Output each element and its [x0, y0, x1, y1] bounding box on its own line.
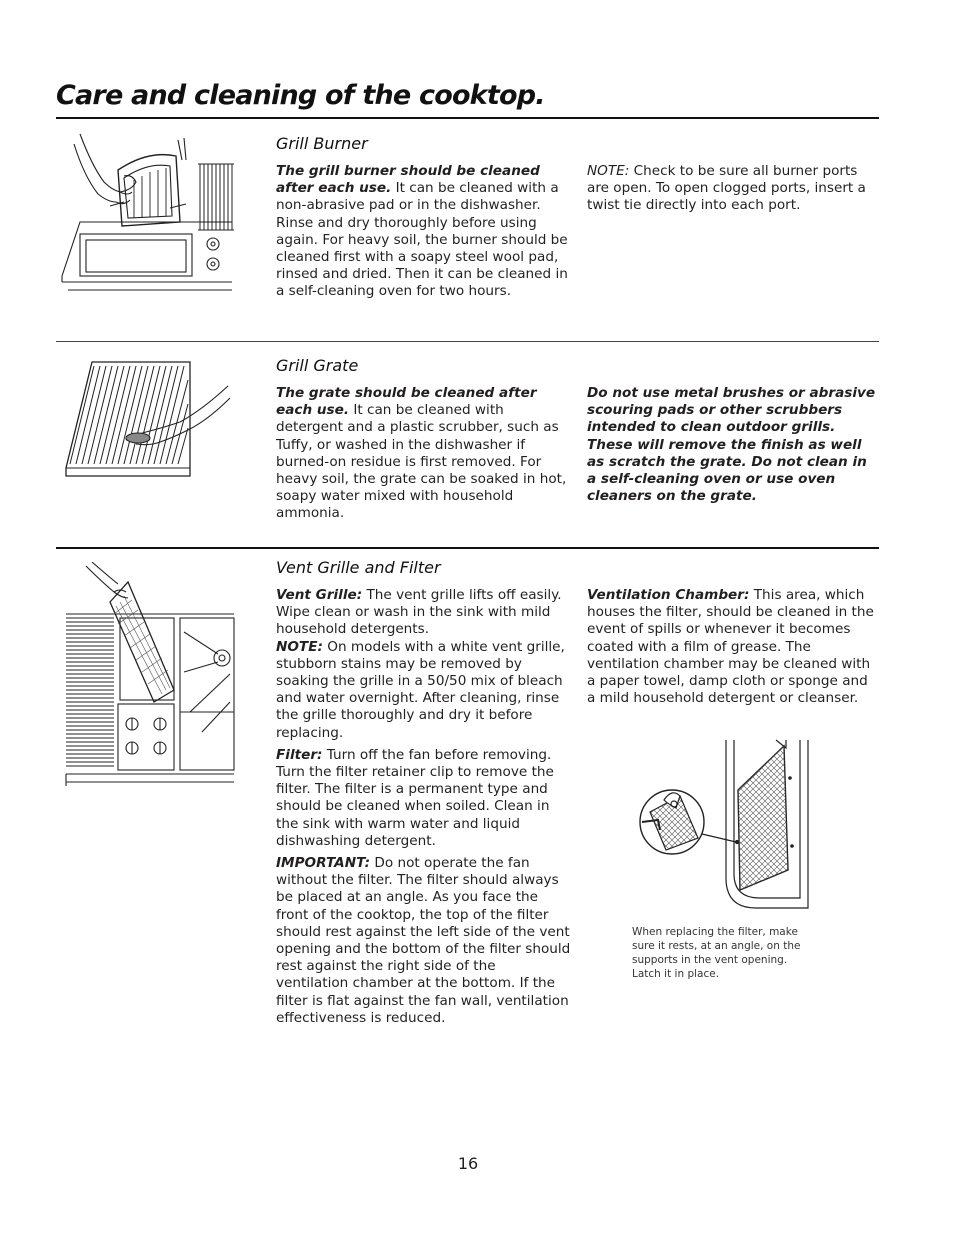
vent-grille-left-column: [276, 587, 571, 1027]
filter-body: Turn off the fan before removing. Turn the filter retainer clip to remove the filter. The filter is a permanent type and should be cleaned when soiled. Clean in the sink with warm water and liquid dishwashing detergent.: [276, 746, 554, 849]
grill-grate-warning: [587, 385, 879, 505]
grill-grate-body: It can be cleaned with detergent and a plastic scrubber, such as Tuffy, or washed in the dishwasher if burned-on residue is first removed. For heavy soil, the grate can be soaked in hot, soapy water mixed with household ammonia.: [276, 402, 567, 522]
page-title: Care and cleaning of the cooktop.: [56, 80, 545, 111]
chamber-label: Ventilation Chamber:: [587, 587, 750, 603]
grill-grate-warning-2: These will remove the finish as well as scratch the grate. Do not clean in a self-cleaning oven or use oven cleaners on the grate.: [587, 436, 867, 505]
grill-burner-note-label: NOTE:: [587, 163, 630, 179]
important-body: Do not operate the fan without the filter. The filter should always be placed at an angle. As you face the front of the cooktop, the top of the filter should rest against the left side of the vent opening and the bottom of the filter should rest against the right side of the ventilation chamber at the bottom. If the filter is flat against the fan wall, ventilation effectiveness is reduced.: [276, 855, 571, 1026]
chamber-body: This area, which houses the filter, should be cleaned in the event of spills or whenever it becomes coated with a film of grease. The ventilation chamber may be cleaned with a paper towel, damp cloth or sponge and a mild household detergent or cleanser.: [587, 587, 874, 707]
filter-placement-illustration: [636, 738, 814, 912]
grill-grate-warning-1: Do not use metal brushes or abrasive scouring pads or other scrubbers intended to clean outdoor grills.: [587, 385, 876, 436]
title-rule: [56, 117, 879, 119]
grill-burner-note-body: Check to be sure all burner ports are open. To open clogged ports, insert a twist tie directly into each port.: [587, 163, 866, 214]
important-label: IMPORTANT:: [276, 855, 371, 872]
vent-grille-illustration: [62, 562, 236, 788]
page-number: 16: [457, 1154, 479, 1173]
vent-note-body: On models with a white vent grille, stubborn stains may be removed by soaking the grille in a 50/50 mix of bleach and water overnight. After cleaning, rinse the grille thoroughly and dry it before replacing.: [276, 638, 565, 741]
grill-grate-cleaning-text: [276, 385, 571, 523]
filter-caption: When replacing the filter, make sure it rests, at an angle, on the supports in the vent opening. Latch it in place.: [632, 926, 801, 980]
grill-burner-note: [587, 163, 879, 215]
vent-grille-label: Vent Grille:: [276, 587, 363, 603]
grill-grate-heading: Grill Grate: [276, 356, 359, 375]
grill-burner-illustration: [58, 130, 234, 298]
ventilation-chamber-text: [587, 587, 879, 707]
grill-burner-body: It can be cleaned with a non-abrasive pad or in the dishwasher. Rinse and dry thoroughly before using again. For heavy soil, the burner should be cleaned first with a soapy steel wool pad, rinsed and dried. Then it can be cleaned in a self-cleaning oven for two hours.: [276, 180, 568, 300]
section-divider-2: [56, 547, 879, 549]
grill-burner-cleaning-text: [276, 163, 571, 301]
filter-label: Filter:: [276, 746, 323, 763]
grill-burner-heading: Grill Burner: [276, 134, 368, 153]
vent-grille-body: The vent grille lifts off easily. Wipe clean or wash in the sink with mild household detergents.: [276, 587, 562, 638]
vent-grille-heading: Vent Grille and Filter: [276, 558, 441, 577]
vent-note-label: NOTE:: [276, 638, 323, 655]
grill-burner-lead: The grill burner should be cleaned after each use.: [276, 163, 540, 197]
section-divider-1: [56, 341, 879, 342]
grill-grate-lead: The grate should be cleaned after each use.: [276, 385, 537, 419]
grill-grate-illustration: [62, 358, 232, 484]
